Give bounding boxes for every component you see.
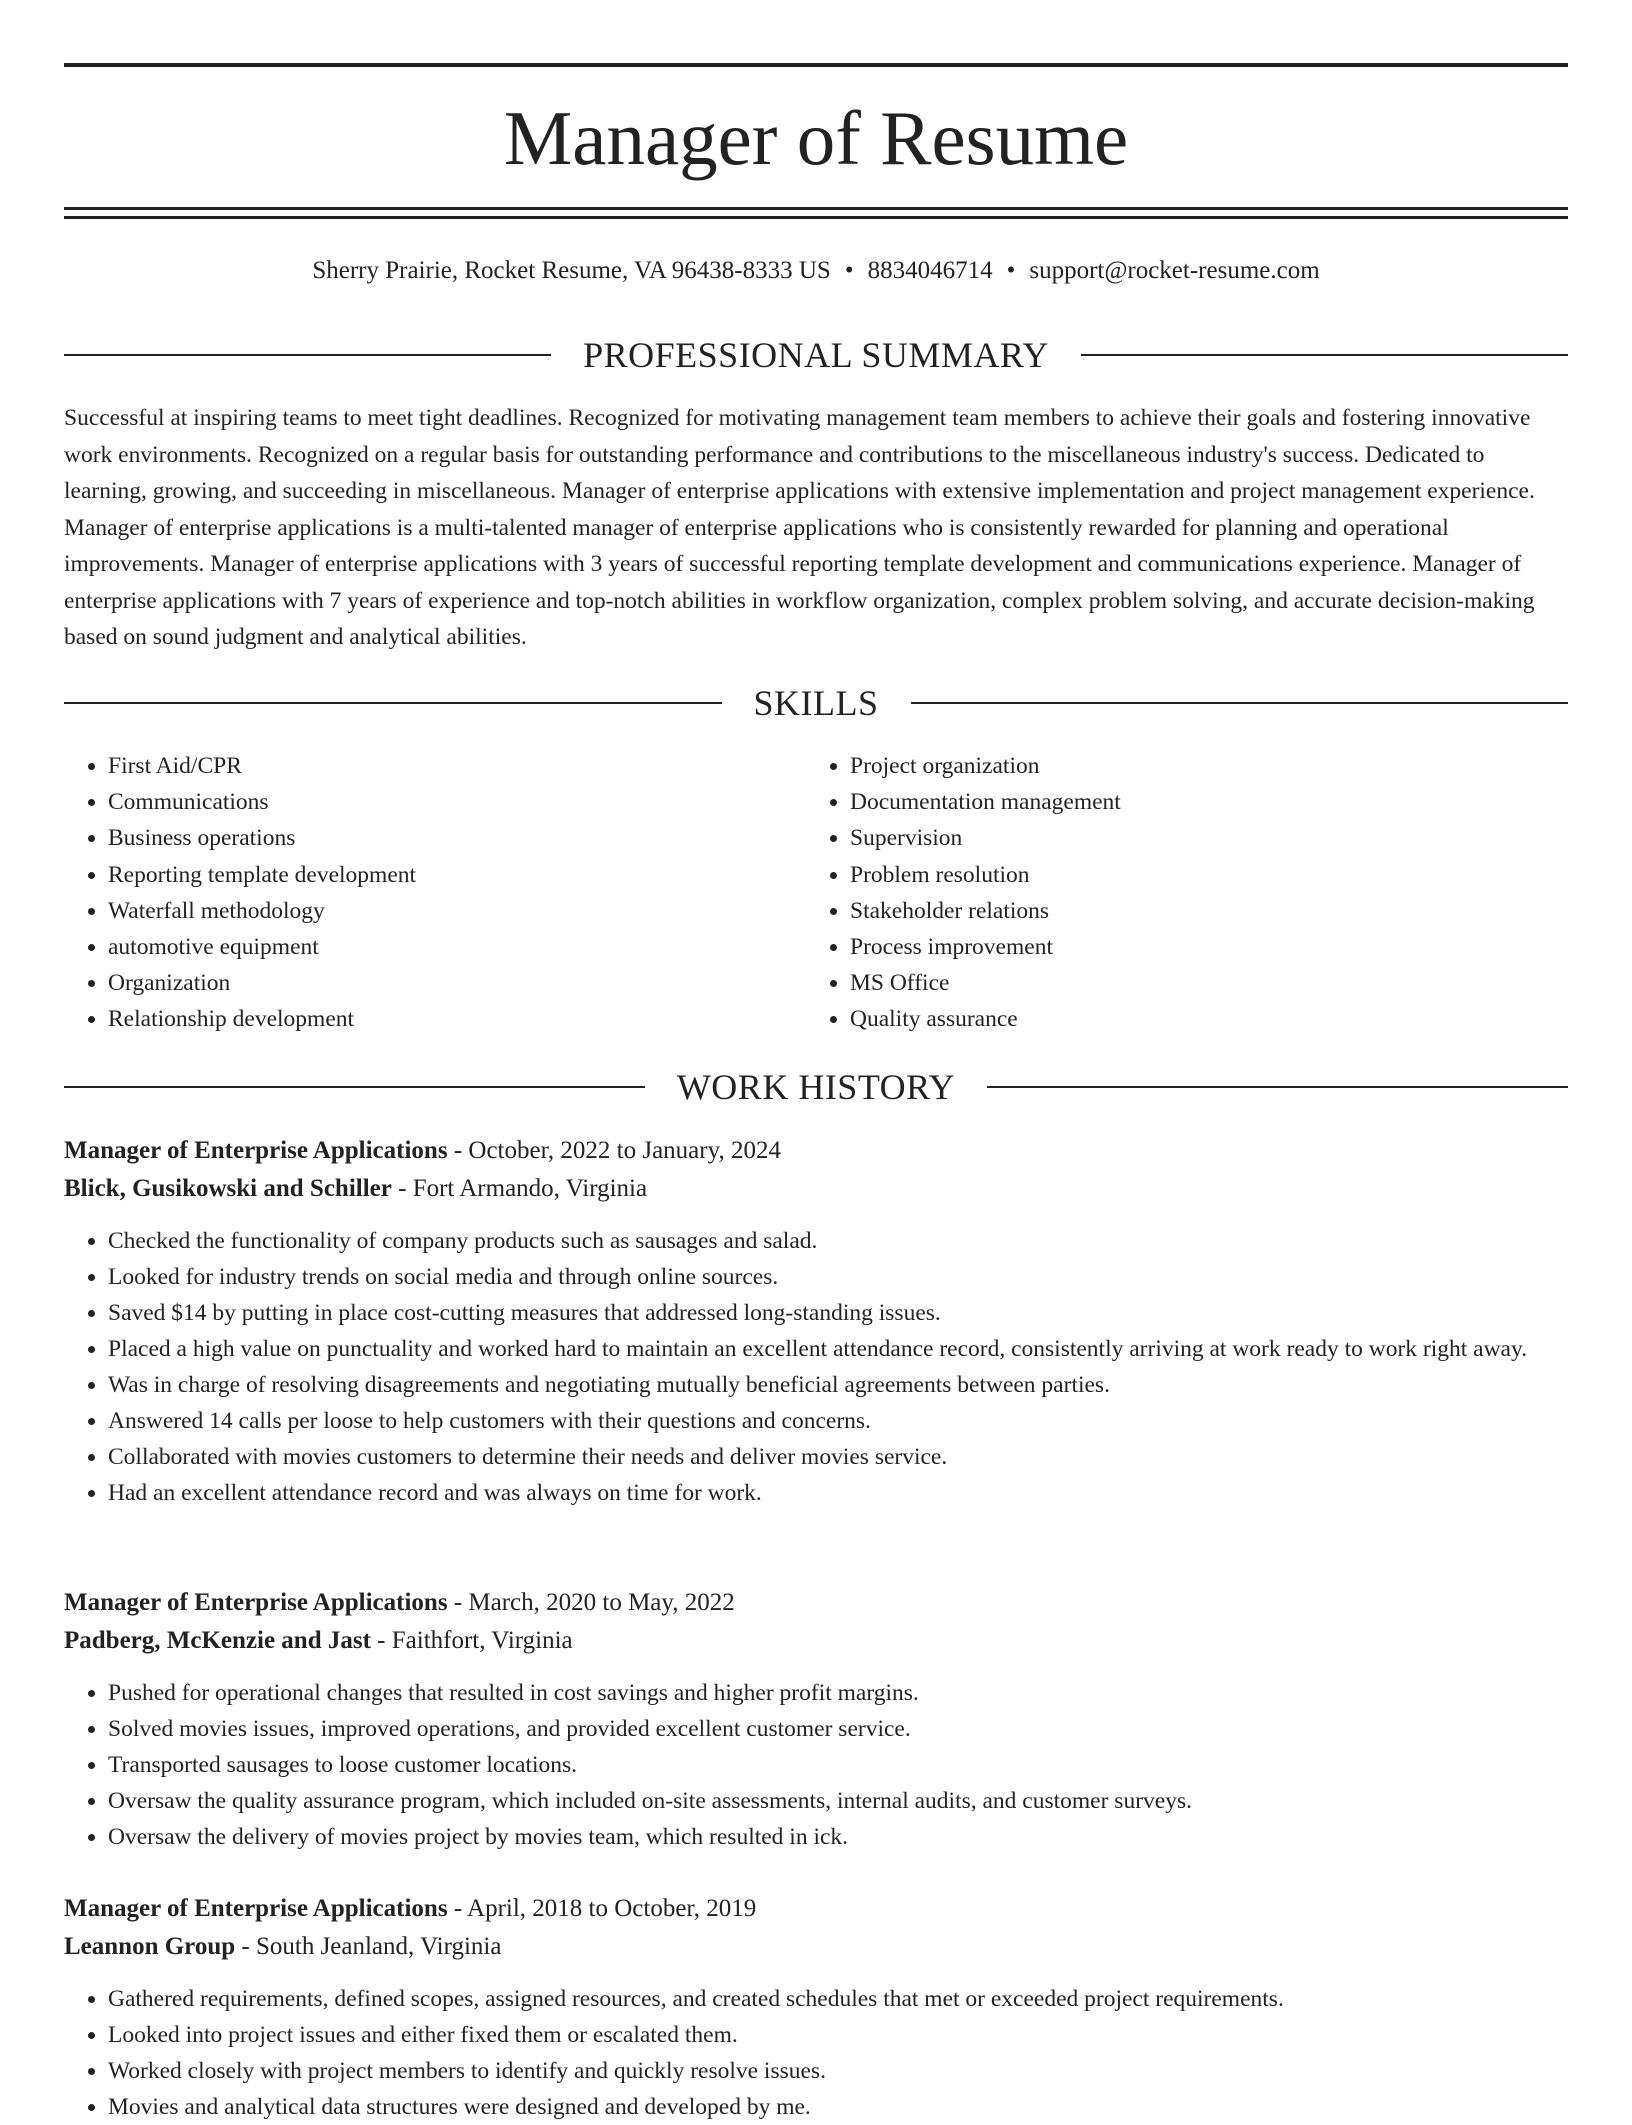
work-title: WORK HISTORY — [676, 1067, 956, 1107]
job-bullet: • Collaborated with movies customers to determine their needs and deliver movies service. — [108, 1439, 1568, 1475]
skills-column-left — [64, 748, 806, 1038]
job-title-line — [64, 1584, 1568, 1622]
job-role: Manager of Enterprise Applications — [64, 1137, 448, 1164]
skill-item: • MS Office — [850, 965, 1548, 1001]
job-bullet: • Was in charge of resolving disagreements and negotiating mutually beneficial agreements between parties. — [108, 1367, 1568, 1403]
heading-rule — [987, 1086, 1568, 1088]
skill-item: • Relationship development — [108, 1001, 806, 1037]
job-bullet: • Gathered requirements, defined scopes, assigned resources, and created schedules that met or exceeded project requirements. — [108, 1981, 1568, 2017]
job-bullet: • Answered 14 calls per loose to help customers with their questions and concerns. — [108, 1403, 1568, 1439]
heading-rule — [64, 354, 551, 356]
job-bullet: • Transported sausages to loose customer locations. — [108, 1747, 1568, 1783]
summary-heading — [64, 333, 1568, 377]
job-location: - South Jeanland, Virginia — [235, 1933, 502, 1960]
contact-address: Sherry Prairie, Rocket Resume, VA 96438-8333 US — [312, 257, 831, 284]
job-company: Padberg, McKenzie and Jast — [64, 1627, 371, 1654]
job-bullet: • Had an excellent attendance record and was always on time for work. — [108, 1475, 1568, 1511]
job-entry — [64, 1584, 1568, 1855]
skill-item: • Quality assurance — [850, 1001, 1548, 1037]
header-double-rule — [64, 207, 1568, 219]
job-company-line — [64, 1928, 1568, 1966]
job-dates: - October, 2022 to January, 2024 — [447, 1137, 781, 1164]
skills-list — [64, 748, 1568, 1038]
heading-rule — [64, 1086, 645, 1088]
skill-item: • Communications — [108, 784, 806, 820]
skill-item: • Organization — [108, 965, 806, 1001]
job-bullet: • Oversaw the delivery of movies project by movies team, which resulted in ick. — [108, 1819, 1568, 1855]
job-bullet: • Looked for industry trends on social media and through online sources. — [108, 1259, 1568, 1295]
job-title-line — [64, 1132, 1568, 1170]
heading-rule — [64, 702, 722, 704]
job-location: - Fort Armando, Virginia — [391, 1175, 648, 1202]
job-title-line — [64, 1890, 1568, 1928]
job-bullets — [64, 1981, 1568, 2125]
skill-item: • First Aid/CPR — [108, 748, 806, 784]
heading-rule — [1081, 354, 1568, 356]
skill-item: • Project organization — [850, 748, 1548, 784]
job-bullet: • Checked the functionality of company products such as sausages and salad. — [108, 1223, 1568, 1259]
job-company: Leannon Group — [64, 1933, 236, 1960]
skill-item: • Waterfall methodology — [108, 893, 806, 929]
contact-separator: • — [1006, 257, 1016, 284]
job-bullet: • Saved $14 by putting in place cost-cutting measures that addressed long-standing issues. — [108, 1295, 1568, 1331]
job-bullet: • Worked closely with project members to identify and quickly resolve issues. — [108, 2053, 1568, 2089]
skill-item: • Business operations — [108, 820, 806, 856]
skill-item: • Stakeholder relations — [850, 893, 1548, 929]
skill-item: • Documentation management — [850, 784, 1548, 820]
heading-rule — [911, 702, 1569, 704]
skills-heading — [64, 681, 1568, 725]
contact-email: support@rocket-resume.com — [1029, 257, 1320, 284]
skill-item: • Supervision — [850, 820, 1548, 856]
contact-phone: 8834046714 — [867, 257, 993, 284]
skill-item: • Problem resolution — [850, 857, 1548, 893]
skill-item: • Process improvement — [850, 929, 1548, 965]
work-heading — [64, 1065, 1568, 1109]
summary-text: Successful at inspiring teams to meet tight deadlines. Recognized for motivating management team members to achieve their goals and fostering innovative work environments. Recognized on a regular basis for outstanding performance and contributions to the miscellaneous industry's success. Dedicated to learning, growing, and succeeding in miscellaneous. Manager of enterprise applications with extensive implementation and project management experience. Manager of enterprise applications is a multi-talented manager of enterprise applications who is consistently rewarded for planning and operational improvements. Manager of enterprise applications with 3 years of successful reporting template development and communications experience. Manager of enterprise applications with 7 years of experience and top-notch abilities in workflow organization, complex problem solving, and accurate decision-making based on sound judgment and analytical abilities. — [64, 405, 1535, 650]
job-role: Manager of Enterprise Applications — [64, 1589, 448, 1616]
job-bullet: • Movies and analytical data structures were designed and developed by me. — [108, 2089, 1568, 2125]
job-entry — [64, 1890, 1568, 2125]
skills-column-right — [806, 748, 1548, 1038]
job-bullet: • Solved movies issues, improved operations, and provided excellent customer service. — [108, 1711, 1568, 1747]
job-company-line — [64, 1622, 1568, 1660]
job-bullets — [64, 1675, 1568, 1855]
job-bullet: • Looked into project issues and either fixed them or escalated them. — [108, 2017, 1568, 2053]
summary-title: PROFESSIONAL SUMMARY — [583, 335, 1049, 375]
job-company: Blick, Gusikowski and Schiller — [64, 1175, 392, 1202]
skill-item: • Reporting template development — [108, 857, 806, 893]
skill-item: • automotive equipment — [108, 929, 806, 965]
job-location: - Faithfort, Virginia — [370, 1627, 573, 1654]
resume-name: Manager of Resume — [503, 95, 1129, 181]
job-dates: - March, 2020 to May, 2022 — [447, 1589, 735, 1616]
job-bullet: • Placed a high value on punctuality and worked hard to maintain an excellent attendance record, consistently arriving at work ready to work right away. — [108, 1331, 1568, 1367]
contact-separator: • — [844, 257, 854, 284]
job-company-line — [64, 1170, 1568, 1208]
skills-title: SKILLS — [753, 683, 879, 723]
job-bullets — [64, 1223, 1568, 1511]
job-bullet: • Oversaw the quality assurance program, which included on-site assessments, internal audits, and customer surveys. — [108, 1783, 1568, 1819]
contact-line — [64, 254, 1568, 288]
job-dates: - April, 2018 to October, 2019 — [447, 1895, 757, 1922]
header-top-rule — [64, 63, 1568, 67]
job-role: Manager of Enterprise Applications — [64, 1895, 448, 1922]
job-bullet: • Pushed for operational changes that resulted in cost savings and higher profit margins. — [108, 1675, 1568, 1711]
job-entry — [64, 1132, 1568, 1511]
